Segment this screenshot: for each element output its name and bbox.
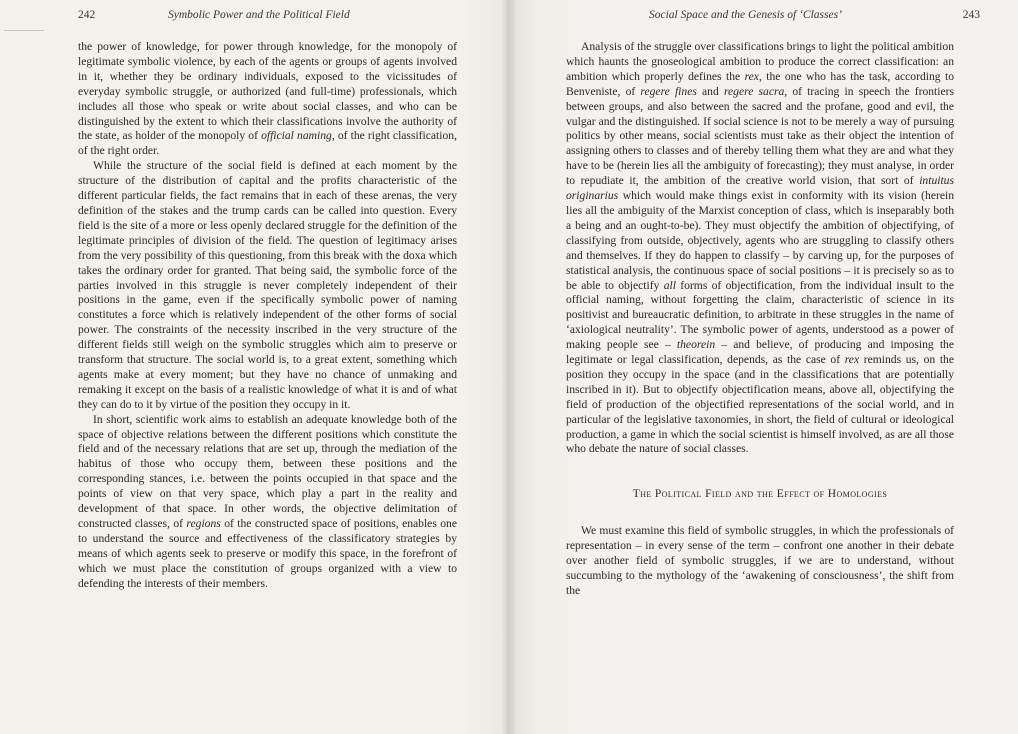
right-paragraph-1 [566,40,954,457]
text-run: Analysis of the struggle over classifications brings to light the political ambition which haunts the gnoseological ambition to produce the correct classification: an ambition which properly defines the [566,40,954,83]
right-page [509,0,1018,734]
right-page-number: 243 [962,9,980,21]
text-run: – and believe, of producing and imposing the legitimate or legal classification, depends, as the case of [566,338,955,367]
section-heading: The Political Field and the Effect of Homologies [632,488,888,501]
text-run: which would make things exist in conformity with its vision (herein lies all the ambiguity of the Marxist conception of class, which is inseparably both a being and an ought-to-be). They must objectify the ambition of objectifying, of classifying from outside, objectively, agents who are struggling to classify others and themselves. If they do happen to classify – by carving up, for the purposes of statistical analysis, the continuous space of social positions – it is precisely so as to be able to objectify [566,189,954,292]
text-run-italic: intuitus originarius [566,174,954,203]
text-run: , of the right classification, of the right order. [78,129,457,158]
left-paragraph-2: While the structure of the social field is defined at each moment by the structure of the distribution of capital and the profits characteristic of the different particular fields, the fact remains that in each of these arenas, the very definition of the stakes and the trump cards can be called into question. Every field is the site of a more or less openly declared struggle for the definition of the legitimate principles of division of the field. The question of legitimacy arises from the very possibility of this questioning, from this break with the doxa which takes the ordinary order for granted. That being said, the symbolic force of the parties involved in this struggle is never completely independent of their positions in the game, even if the specifically symbolic power of naming constitutes a force which is relatively independent of the other forms of social power. The constraints of the necessity inscribed in the very structure of the different fields still weigh on the symbolic struggles which aim to preserve or transform that structure. The social world is, to a great extent, something which agents make at every moment; but they have no chance of unmaking and remaking it except on the basis of a realistic knowledge of what it is and of what they can do to it by virtue of the position they occupy in it. [78,159,457,411]
text-run-italic: rex [744,69,759,83]
text-run-italic: theorein [676,338,716,352]
text-run-italic: regions [186,517,221,530]
text-run: , of tracing in speech the frontiers between groups, and also between the sacred and the profane, good and evil, the vulgar and the distinguished. If social science is not to be merely a way of pursuing politics by other means, social scientists must take as their object the intention of assigning others to classes and of thereby telling them what they are and what they have to be (herein lies all the ambiguity of forecasting); they must analyse, in order to repudiate it, the ambition of the creative world vision, that sort of [566,84,955,188]
text-run: , the one who has the task, according to Benveniste, of [566,69,954,98]
text-run: reminds us, on the position they occupy in the space (and in the classifications that are potentially inscribed in it). But to objectify objectification means, above all, objectifying the field of production of the objectified representations of the social world, and in particular of the legislative taxonomies, in short, the field of cultural or ideological production, a game in which the social scientist is himself involved, as are all those who debate the nature of social classes. [566,353,954,456]
text-run: forms of objectification, from the individual insult to the official naming, without forgetting the claim, characteristic of science in its positivist and bureaucratic definition, to arbitrate in these struggles in the name of ‘axiological neutrality’. The symbolic power of agents, understood as a power of making people see – [566,278,954,352]
right-paragraph-2: We must examine this field of symbolic struggles, in which the professionals of representation – in every sense of the term – confront one another in their debate over another field of symbolic struggles, if we are to understand, without succumbing to the mythology of the ‘awakening of consciousness’, the shift from the [566,524,954,597]
left-paragraph-1 [78,40,457,159]
text-run-italic: all [663,278,676,292]
edge-mark [4,30,44,31]
text-run-italic: regere fines [640,84,697,98]
text-run-italic: regere sacra [723,84,785,98]
text-run-italic: rex [844,353,860,367]
text-run-italic: official naming [261,129,332,143]
book-gutter [500,0,518,734]
right-body-text [566,40,954,599]
text-run: In short, scientific work aims to establish an adequate knowledge both of the space of objective relations between the different positions which constitute the field and of the necessary relations that are set up, through the mediation of the habitus of those who occupy them, between these positions and the corresponding stances, i.e. between the points occupied in that space and the points of view on that very space, which play a part in the reality and development of that space. In other words, the objective delimitation of constructed classes, of [78,412,457,530]
left-page-number: 242 [78,9,96,21]
right-running-title: Social Space and the Genesis of ‘Classes’ [649,9,842,21]
left-body-text [78,40,457,592]
text-run: the power of knowledge, for power through knowledge, for the monopoly of legitimate symbolic violence, by each of the agents or groups of agents involved in it, whether they be ordinary individuals, exposed to the vicissitudes of everyday symbolic struggle, or authorized (and full-time) professionals, which includes all those who speak or write about social classes, and who can be distinguished by the extent to which their classifications involve the authority of the state, as holder of the monopoly of [78,40,457,143]
left-running-title: Symbolic Power and the Political Field [168,9,350,21]
text-run: and [696,84,724,98]
left-paragraph-3 [78,413,457,592]
text-run: of the constructed space of positions, enables one to understand the source and effectiveness of the classificatory strategies by means of which agents seek to preserve or modify this space, in the forefront of which we must place the constitution of groups organized with a view to defending the interests of their members. [78,517,457,590]
